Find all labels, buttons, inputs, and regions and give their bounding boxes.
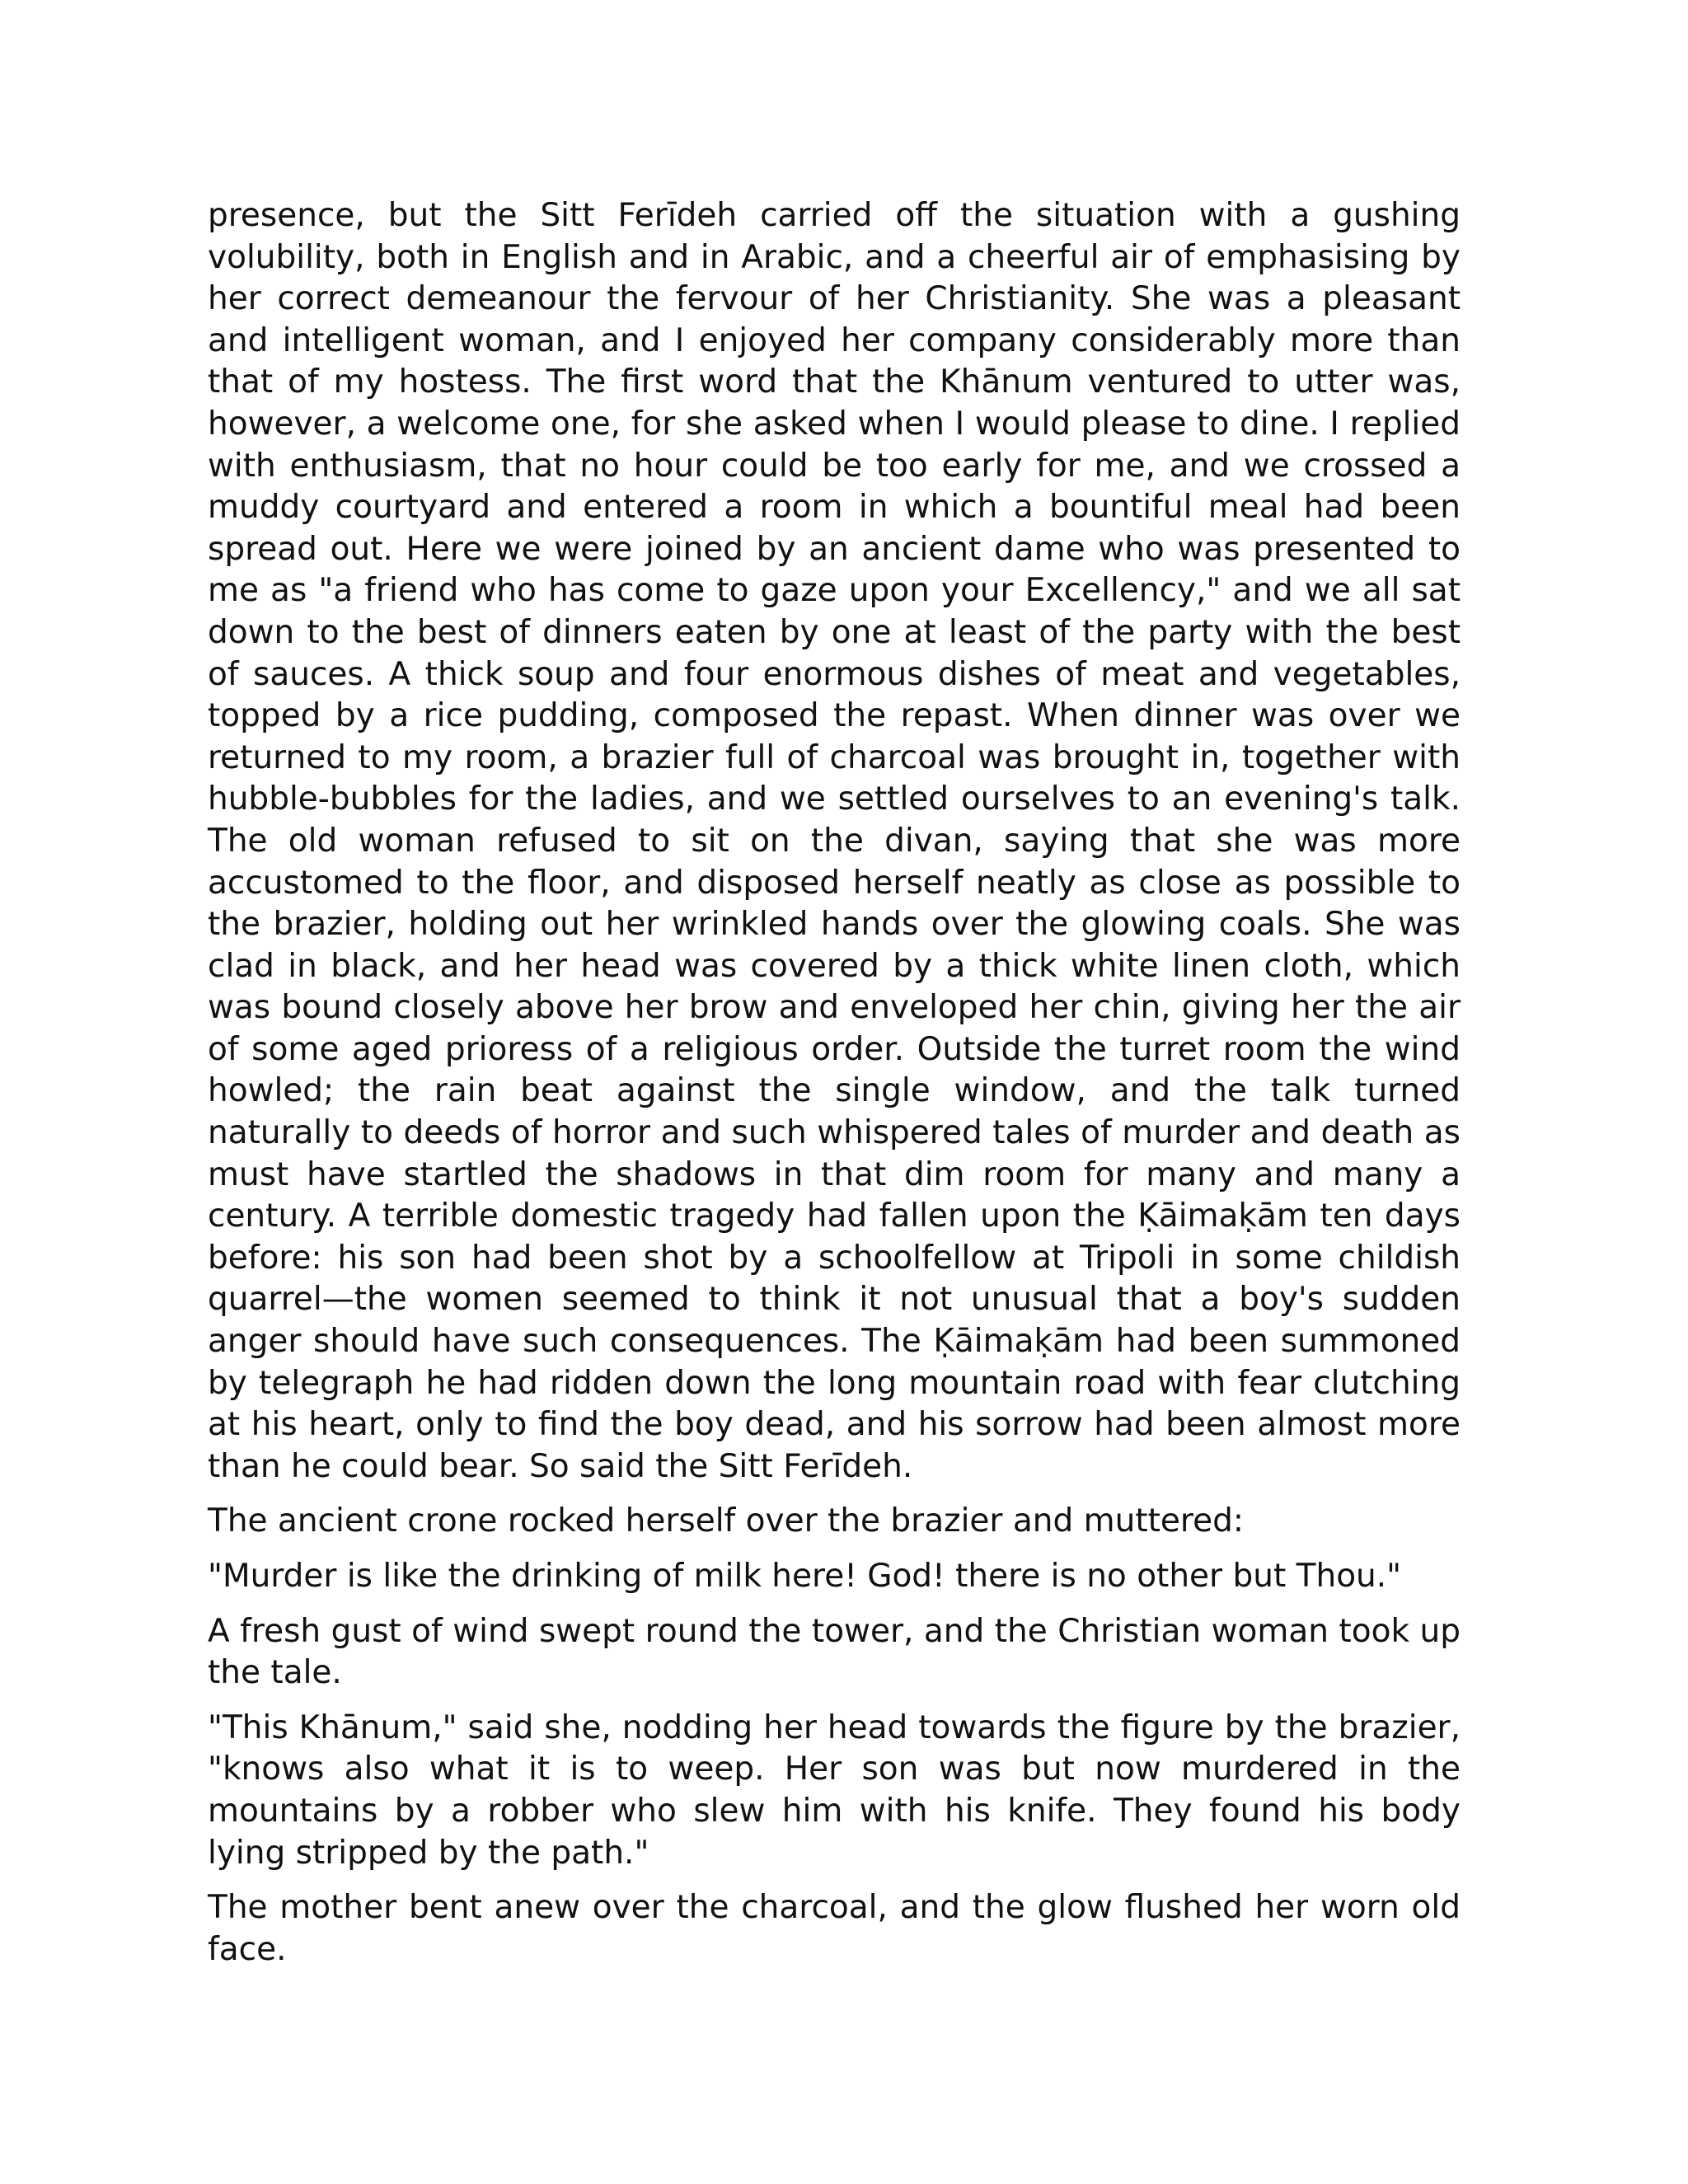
paragraph-gust-of-wind: A fresh gust of wind swept round the tower, and the Christian woman took up the tale. bbox=[208, 1612, 1461, 1692]
paragraph-mother-bent: The mother bent anew over the charcoal, and the glow flushed her worn old face. bbox=[208, 1889, 1461, 1968]
paragraph-crone-mutters: The ancient crone rocked herself over the brazier and muttered: bbox=[208, 1502, 1244, 1540]
page-text-body bbox=[208, 195, 1461, 1984]
paragraph-dinner-and-tales: presence, but the Sitt Ferīdeh carried off the situation with a gushing volubility, both in English and in Arabic, and a cheerful air of emphasising by her correct demeanour the fervour of her Christianity. She was a pleasant and intelligent woman, and I enjoyed her company considerably more than that of my hostess. The first word that the Khānum ventured to utter was, however, a welcome one, for she asked when I would please to dine. I replied with enthusiasm, that no hour could be too early for me, and we crossed a muddy courtyard and entered a room in which a bountiful meal had been spread out. Here we were joined by an ancient dame who was presented to me as "a friend who has come to gaze upon your Excellency," and we all sat down to the best of dinners eaten by one at least of the party with the best of sauces. A thick soup and four enormous dishes of meat and vegetables, topped by a rice pudding, composed the repast. When dinner was over we returned to my room, a brazier full of charcoal was brought in, together with hubble-bubbles for the ladies, and we settled ourselves to an evening's talk. The old woman refused to sit on the divan, saying that she was more accustomed to the floor, and disposed herself neatly as close as possible to the brazier, holding out her wrinkled hands over the glowing coals. She was clad in black, and her head was covered by a thick white linen cloth, which was bound closely above her brow and enveloped her chin, giving her the air of some aged prioress of a religious order. Outside the turret room the wind howled; the rain beat against the single window, and the talk turned naturally to deeds of horror and such whispered tales of murder and death as must have startled the shadows in that dim room for many and many a century. A terrible domestic tragedy had fallen upon the Ḳāimaḳām ten days before: his son had been shot by a schoolfellow at Tripoli in some childish quarrel—the women seemed to think it not unusual that a boy's sudden anger should have such consequences. The Ḳāimaḳām had been summoned by telegraph he had ridden down the long mountain road with fear clutching at his heart, only to find the boy dead, and his sorrow had been almost more than he could bear. So said the Sitt Ferīdeh. bbox=[208, 197, 1461, 1485]
paragraph-murder-quote: "Murder is like the drinking of milk here! God! there is no other but Thou." bbox=[208, 1558, 1402, 1595]
paragraph-khanum-weeps: "This Khānum," said she, nodding her head towards the figure by the brazier, "knows also what it is to weep. Her son was but now murdered in the mountains by a robber who slew him with his knife. They found his body lying stripped by the path." bbox=[208, 1708, 1461, 1872]
